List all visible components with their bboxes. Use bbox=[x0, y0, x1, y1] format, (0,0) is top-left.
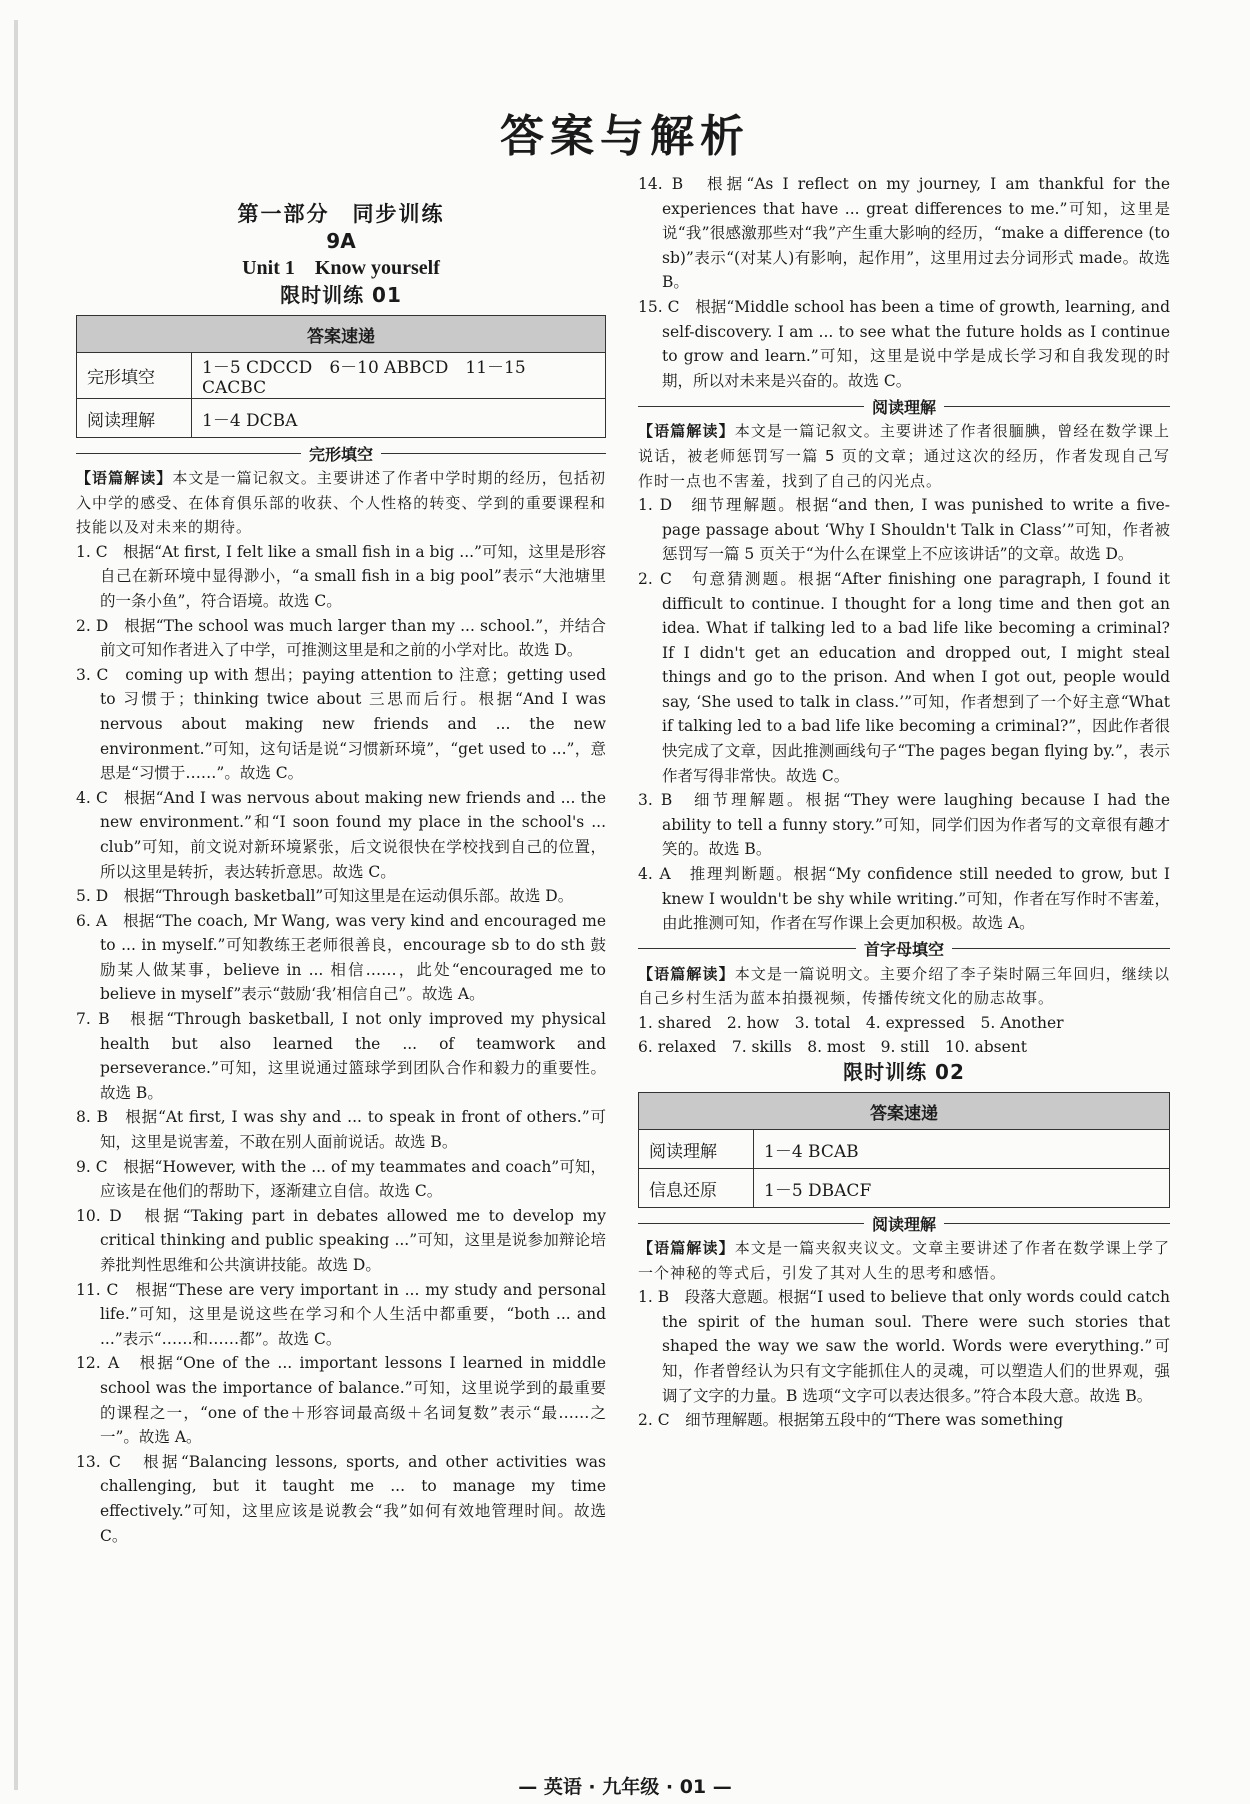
row-value: 1－4 BCAB bbox=[754, 1130, 1170, 1169]
list-item: 2. D 根据“The school was much larger than my ... school.”，并结合前文可知作者进入了中学，可推测这里是和之前的小学对比。故选 D。 bbox=[76, 616, 606, 660]
cloze-intro bbox=[76, 466, 606, 540]
list-item: 1. B 段落大意题。根据“I used to believe that only words could catch the spirit of the human soul. There were such stories that shaped the way we saw the world. Words were everything.”可知，作者曾经认为只有文字能抓住人的灵魂，可以塑造人们的世界观，强调了文字的力量。B 选项“文字可以表达很多。”符合本段大意。故选 B。 bbox=[638, 1288, 1170, 1405]
list-item: 3. C coming up with 想出；paying attention to 注意；getting used to 习惯于；thinking twice about 三思而后行。根据“And I was nervous about making new friends and ... the new environment.”可知，这句话是说“习惯新环境”，“get used to ...”，意思是“习惯于……”。故选 C。 bbox=[76, 665, 606, 783]
section-initial-letter bbox=[638, 938, 1170, 960]
list-item: 15. C 根据“Middle school has been a time of growth, learning, and self-discovery. I am ... to see what the future holds as I continue to grow and learn.”可知，这里是说中学是成长学习和自我发现的时期，所以对未来是兴奋的。故选 C。 bbox=[638, 297, 1170, 390]
list-item: 11. C 根据“These are very important in ... my study and personal life.”可知，这里是说这些在学习和个人生活中都重要，“both ... and ...”表示“……和……都”。故选 C。 bbox=[76, 1280, 606, 1348]
list-item: 13. C 根据“Balancing lessons, sports, and other activities was challenging, but it taught me ... to manage my time effectively.”可知，这里应该是说教会“我”如何有效地管理时间。故选 C。 bbox=[76, 1452, 606, 1545]
list-item: 2. C 句意猜测题。根据“After finishing one paragraph, I found it difficult to continue. I thought for a long time and then got an idea. What if talking led to a bad life like becoming a criminal? If I didn't get an education and dropped out, I might steal things and go to the prison. And when I got out, people would say, ‘She used to talk in class.’”可知，作者想到了一个好主意“What if talking led to a bad life like becoming a criminal?”，因此作者很快完成了文章，因此推测画线句子“The pages began flying by.”，表示作者写得非常快。故选 C。 bbox=[638, 569, 1170, 785]
row-label: 完形填空 bbox=[77, 353, 192, 399]
row-label: 信息还原 bbox=[639, 1169, 754, 1208]
table-row bbox=[77, 353, 606, 399]
unit-heading: Unit 1 Know yourself bbox=[242, 257, 440, 279]
grade-heading: 9A bbox=[326, 229, 356, 253]
intro-tag: 【语篇解读】 bbox=[76, 469, 173, 487]
answer-table-02 bbox=[638, 1092, 1170, 1208]
intro-tag: 【语篇解读】 bbox=[638, 964, 735, 983]
list-item: 8. B 根据“At first, I was shy and ... to speak in front of others.”可知，这里是说害羞，不敢在别人面前说话。故选 B。 bbox=[76, 1108, 606, 1152]
row-label: 阅读理解 bbox=[639, 1130, 754, 1169]
drill-heading-01: 限时训练 01 bbox=[280, 283, 402, 307]
intro-text: 本文是一篇记叙文。主要讲述了作者中学时期的经历，包括初入中学的感受、在体育俱乐部的收获、个人性格的转变、学到的重要课程和技能以及对未来的期待。 bbox=[76, 469, 606, 537]
fill-answers-1: 1. shared 2. how 3. total 4. expressed 5. Another bbox=[638, 1014, 1064, 1032]
section-title: 阅读理解 bbox=[872, 1214, 937, 1234]
section-title: 完形填空 bbox=[309, 444, 374, 464]
reading2-intro bbox=[638, 1236, 1170, 1285]
list-item: 1. D 细节理解题。根据“and then, I was punished to write a five-page passage about ‘Why I Shouldn't Talk in Class’”可知，作者被惩罚写一篇 5 页关于“为什么在课堂上不应该讲话”的文章。故选 D。 bbox=[638, 496, 1170, 564]
page-footer: — 英语 · 九年级 · 01 — bbox=[518, 1776, 732, 1798]
answer-table-header: 答案速递 bbox=[639, 1093, 1170, 1130]
intro-tag: 【语篇解读】 bbox=[638, 1239, 735, 1257]
page-title: 答案与解析 bbox=[500, 111, 750, 162]
list-item: 6. A 根据“The coach, Mr Wang, was very kind and encouraged me to ... in myself.”可知教练王老师很善良，encourage sb to do sth 鼓励某人做某事，believe in ... 相信……，此处“encouraged me to believe in myself”表示“鼓励‘我’相信自己”。故选 A。 bbox=[76, 911, 606, 1004]
list-item: 4. A 推理判断题。根据“My confidence still needed to grow, but I knew I wouldn't be shy while writing.”可知，作者在写作时不害羞，由此推测可知，作者在写作课上会更加积极。故选 A。 bbox=[638, 865, 1170, 933]
drill-heading-02: 限时训练 02 bbox=[843, 1060, 965, 1084]
initial-intro bbox=[638, 962, 1170, 1011]
row-label: 阅读理解 bbox=[77, 399, 192, 438]
list-item: 9. C 根据“However, with the ... of my teammates and coach”可知，应该是在他们的帮助下，逐渐建立自信。故选 C。 bbox=[76, 1157, 606, 1201]
list-item: 2. C 细节理解题。根据第五段中的“There was something bbox=[638, 1411, 1064, 1430]
section-reading bbox=[638, 395, 1170, 417]
list-item: 14. B 根据“As I reflect on my journey, I am thankful for the experiences that have ... great differences to me.”可知，这里是说“我”很感激那些对“我”产生重大影响的经历，“make a difference (to sb)”表示“(对某人)有影响，起作用”，这里用过去分词形式 made。故选 B。 bbox=[638, 175, 1170, 292]
intro-text: 本文是一篇说明文。主要介绍了李子柒时隔三年回归，继续以自己乡村生活为蓝本拍摄视频，传播传统文化的励志故事。 bbox=[638, 964, 1170, 1008]
list-item: 10. D 根据“Taking part in debates allowed me to develop my critical thinking and public speaking ...”可知，这里是说参加辩论培养批判性思维和公共演讲技能。故选 D。 bbox=[76, 1206, 606, 1274]
fill-answers-2: 6. relaxed 7. skills 8. most 9. still 10. absent bbox=[638, 1038, 1027, 1056]
list-item: 4. C 根据“And I was nervous about making new friends and ... the new environment.”和“I soon found my place in the school's ... club”可知，前文说对新环境紧张，后文说很快在学校找到自己的位置，所以这里是转折，表达转折意思。故选 C。 bbox=[76, 788, 606, 881]
row-value: 1－5 DBACF bbox=[754, 1169, 1170, 1208]
list-item: 3. B 细节理解题。根据“They were laughing because I had the ability to tell a funny story.”可知，同学们因为作者写的文章很有趣才笑的。故选 B。 bbox=[638, 791, 1170, 859]
reading-intro bbox=[638, 419, 1170, 493]
list-item: 5. D 根据“Through basketball”可知这里是在运动俱乐部。故选 D。 bbox=[76, 887, 574, 906]
answer-table-01 bbox=[76, 315, 606, 438]
row-value: 1－4 DCBA bbox=[192, 399, 606, 438]
section-cloze bbox=[76, 442, 606, 464]
row-value: 1－5 CDCCD 6－10 ABBCD 11－15 CACBC bbox=[192, 353, 606, 399]
section-title: 首字母填空 bbox=[864, 940, 945, 960]
intro-text: 本文是一篇记叙文。主要讲述了作者很腼腆，曾经在数学课上说话，被老师惩罚写一篇 5 页的文章；通过这次的经历，作者发现自己写作时一点也不害羞，找到了自己的闪光点。 bbox=[638, 422, 1170, 490]
page-spine bbox=[14, 20, 18, 1790]
left-column bbox=[76, 200, 606, 1548]
part-heading: 第一部分 同步训练 bbox=[237, 202, 445, 226]
table-row bbox=[639, 1130, 1170, 1169]
table-row bbox=[77, 399, 606, 438]
list-item: 1. C 根据“At first, I felt like a small fish in a big ...”可知，这里是形容自己在新环境中显得渺小，“a small fish in a big pool”表示“大池塘里的一条小鱼”，符合语境。故选 C。 bbox=[76, 542, 606, 610]
answer-table-header: 答案速递 bbox=[77, 316, 606, 353]
list-item: 7. B 根据“Through basketball, I not only improved my physical health but also learned the ... of teamwork and perseverance.”可知，这里说通过篮球学到团队合作和毅力的重要性。故选 B。 bbox=[76, 1010, 606, 1102]
table-row bbox=[639, 1169, 1170, 1208]
section-reading-2 bbox=[638, 1212, 1170, 1234]
intro-tag: 【语篇解读】 bbox=[638, 422, 735, 441]
section-title: 阅读理解 bbox=[872, 397, 937, 417]
list-item: 12. A 根据“One of the ... important lessons I learned in middle school was the importance of balance.”可知，这里说学到的最重要的课程之一，“one of the＋形容词最高级＋名词复数”表示“最……之一”。故选 A。 bbox=[76, 1354, 606, 1447]
right-column bbox=[638, 172, 1170, 1433]
intro-text: 本文是一篇夹叙夹议文。文章主要讲述了作者在数学课上学了一个神秘的等式后，引发了其对人生的思考和感悟。 bbox=[638, 1239, 1170, 1282]
